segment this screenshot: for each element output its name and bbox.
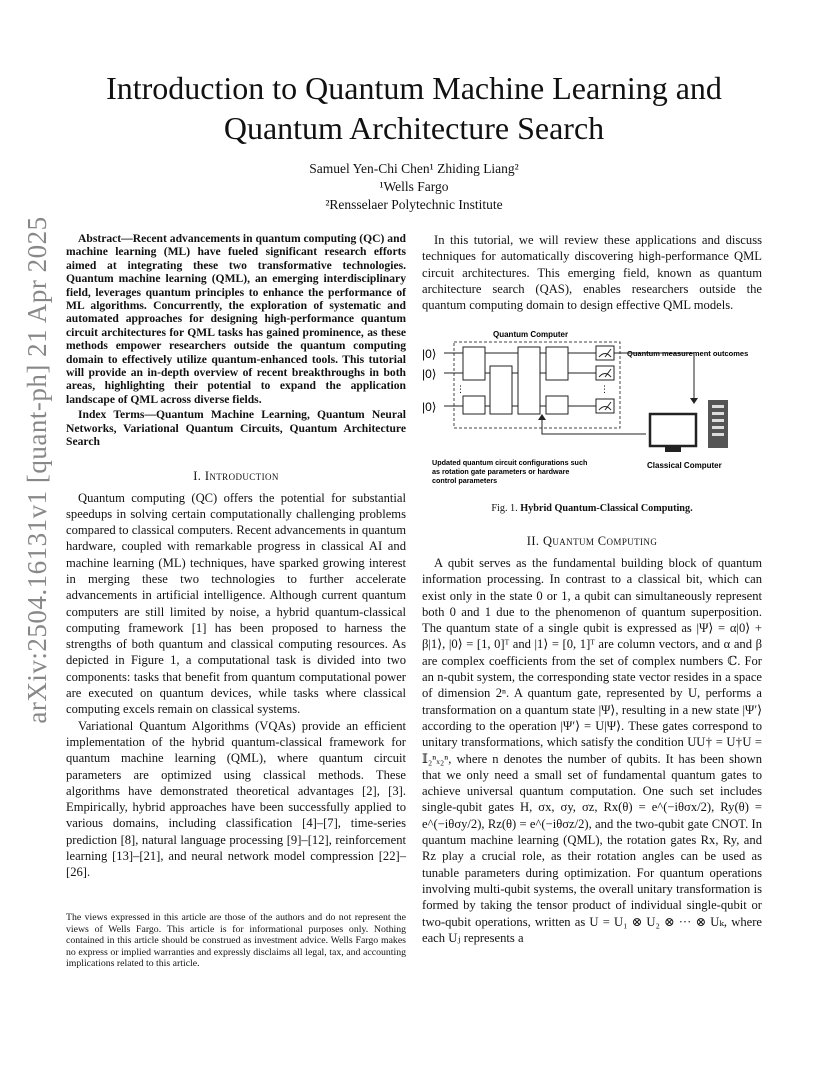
hybrid-computing-figure — [418, 326, 768, 488]
ket-0-label-2: |0⟩ — [422, 367, 437, 381]
measurement-outcomes-label: Quantum measurement outcomes — [627, 349, 749, 358]
right-paragraph-1: In this tutorial, we will review these applications and discuss techniques for automatically discovering high-performance QML circuit architectures. This emerging field, known as quantum architecture search (QAS), enables researchers outside the quantum computing domain to design effective QML models. — [422, 233, 762, 313]
qubit-ellipsis: ⋮ — [456, 384, 465, 394]
author-block — [0, 160, 828, 214]
update-label-line-1: Updated quantum circuit configurations such — [432, 458, 588, 467]
paper-title — [0, 68, 828, 148]
ket-0-label-1: |0⟩ — [422, 347, 437, 361]
feedback-arrow — [542, 418, 646, 434]
meter-ellipsis: ⋮ — [600, 384, 609, 394]
section-1-heading: I. Introduction — [193, 468, 279, 483]
section-1-paragraph-1: Quantum computing (QC) offers the potential for substantial speedups in solving certain computationally challenging problems compared to classical computers. Recent advancements in quantum hardware, coupled with remarkable progress in classical AI and machine learning (ML) techniques, have sparked growing interest in merging these two technologies to further accelerate advancements in artificial intelligence. Although current quantum computers are still limited by noise, a hybrid quantum-classical computing framework [1] has been proposed to harness the strengths of both quantum and classical computing resources. As depicted in Figure 1, a computational task is divided into two components: tasks that benefit from quantum computational power are executed on quantum devices, while tasks where classical computing excels remain on classical systems. — [66, 490, 406, 717]
title-line-2: Quantum Architecture Search — [223, 110, 605, 146]
section-1-paragraph-2: Variational Quantum Algorithms (VQAs) provide an efficient implementation of the hybrid quantum-classical framework for quantum machine learning (QML), where quantum circuit parameters are optimized using classical methods. These algorithms have demonstrated theoretical advantages [2], [3]. Empirically, hybrid approaches have been successfully applied to various domains, including classification [4]–[7], time-series prediction [8], natural language processing [9]–[12], reinforcement learning [13]–[21], and neural network model compression [22]–[26]. — [66, 718, 406, 880]
affiliation-2: ²Rensselaer Polytechnic Institute — [325, 197, 503, 212]
monitor-icon — [650, 414, 696, 446]
title-line-1: Introduction to Quantum Machine Learning and — [106, 70, 722, 106]
update-label-line-2: as rotation gate parameters or hardware — [432, 467, 570, 476]
update-label-line-3: control parameters — [432, 476, 498, 485]
section-2 — [422, 534, 762, 946]
arxiv-identifier: arXiv:2504.16131v1 [quant-ph] 21 Apr 2025 — [22, 216, 52, 724]
footnote: The views expressed in this article are those of the authors and do not represent the views of Wells Fargo. This article is for informational purposes only. Nothing contained in this article should be construed as investment advice. Wells Fargo makes no express or implied warranties and expressly disclaims all legal, tax, and accounting implications related to this article. — [66, 912, 406, 970]
abstract: Abstract—Recent advancements in quantum computing (QC) and machine learning (ML) have fueled significant research efforts aimed at integrating these two transformative technologies. Quantum machine learning (QML), an emerging interdisciplinary field, leverages quantum principles to enhance the performance of ML algorithms. Concurrently, the exploration of systematic and automated approaches for designing high-performance quantum circuit architectures for QML tasks has gained prominence, as these methods empower researchers outside the quantum computing domain to effectively utilize quantum-enhanced tools. This tutorial will provide an in-depth overview of recent breakthroughs in both areas, highlighting their potential to expand the application landscape of QML across diverse fields. — [66, 232, 406, 406]
qubit-wires — [444, 347, 598, 414]
section-2-heading: II. Quantum Computing — [526, 534, 658, 548]
ket-0-label-3: |0⟩ — [422, 400, 437, 414]
author-names: Samuel Yen-Chi Chen¹ Zhiding Liang² — [309, 161, 519, 176]
measurement-meters — [596, 346, 614, 413]
classical-computer-label: Classical Computer — [647, 461, 722, 470]
index-terms: Index Terms—Quantum Machine Learning, Quantum Neural Networks, Variational Quantum Circuits, Quantum Architecture Search — [66, 408, 406, 449]
left-column — [66, 232, 406, 881]
caption-text: Hybrid Quantum-Classical Computing. — [520, 503, 693, 514]
measurement-arrow — [614, 353, 694, 398]
figure-caption — [422, 503, 762, 514]
section-2-paragraph-1: A qubit serves as the fundamental building block of quantum information processing. In contrast to a classical bit, which can exist only in the state 0 or 1, a qubit can simultaneously represent both 0 and 1 due to the phenomenon of quantum superposition. The quantum state of a single qubit is expressed as |Ψ⟩ = α|0⟩ + β|1⟩, |0⟩ = [1, 0]ᵀ and |1⟩ = [0, 1]ᵀ are column vectors, and α and β are complex coefficients from the set of complex numbers ℂ. For an n-qubit system, the corresponding state vector resides in a space of dimension 2ⁿ. A quantum gate, represented by U, performs a transformation on a quantum state |Ψ⟩, resulting in a new state |Ψ′⟩ according to the operation |Ψ′⟩ = U|Ψ⟩. These gates correspond to unitary transformations, which satisfy the condition UU† = U†U = 𝕀₂ⁿₓ₂ⁿ, where n denotes the number of qubits. It has been shown that we only need a small set of fundamental quantum gates to achieve universal quantum computation. One such set includes single-qubit gates H, σx, σy, σz, Rx(θ) = e^(−iθσx/2), Ry(θ) = e^(−iθσy/2), Rz(θ) = e^(−iθσz/2), and the two-qubit gate CNOT. In quantum machine learning (QML), the rotation gates Rx, Ry, and Rz play a crucial role, as their rotation angles can be used as tunable parameters during optimization. For quantum operations involving multi-qubit systems, the overall unitary transformation is formed by taking the tensor product of individual single-qubit or two-qubit operations, written as U = U₁ ⊗ U₂ ⊗ ··· ⊗ Uₖ, where each Uⱼ represents a — [422, 556, 762, 945]
right-column — [422, 232, 762, 313]
quantum-computer-label: Quantum Computer — [493, 330, 569, 339]
affiliation-1: ¹Wells Fargo — [379, 179, 449, 194]
caption-prefix: Fig. 1. — [491, 503, 518, 514]
